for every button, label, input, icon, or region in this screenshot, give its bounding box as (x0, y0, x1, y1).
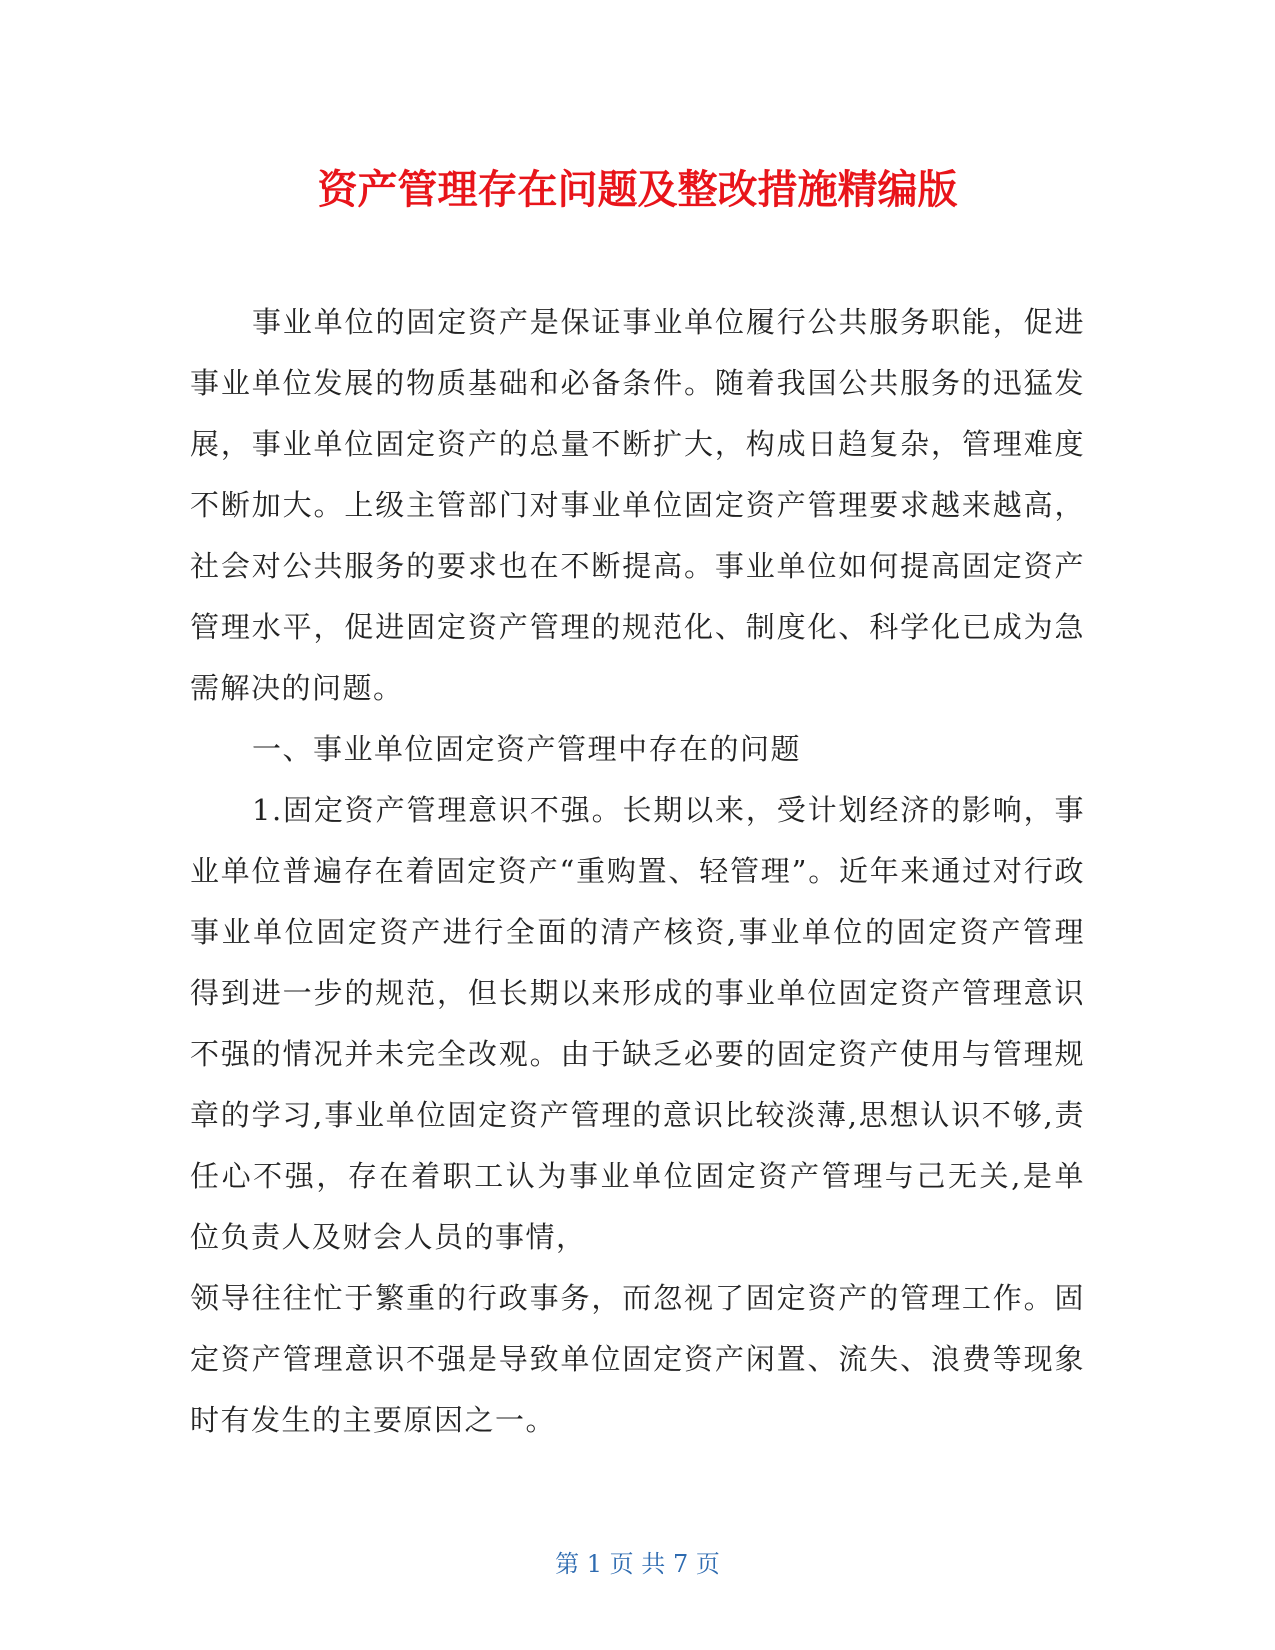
document-body (190, 292, 1085, 1451)
document-title: 资产管理存在问题及整改措施精编版 (317, 167, 958, 213)
paragraph-point-1: 1.固定资产管理意识不强。长期以来，受计划经济的影响，事业单位普遍存在着固定资产“重购置、轻管理”。近年来通过对行政事业单位固定资产进行全面的清产核资,事业单位的固定资产管理得到进一步的规范，但长期以来形成的事业单位固定资产管理意识不强的情况并未完全改观。由于缺乏必要的固定资产使用与管理规章的学习,事业单位固定资产管理的意识比较淡薄,思想认识不够,责任心不强，存在着职工认为事业单位固定资产管理与己无关,是单位负责人及财会人员的事情， (190, 793, 1085, 1254)
page-number-footer: 第 1 页 共 7 页 (555, 1550, 720, 1578)
paragraph-intro: 事业单位的固定资产是保证事业单位履行公共服务职能，促进事业单位发展的物质基础和必备条件。随着我国公共服务的迅猛发展，事业单位固定资产的总量不断扩大，构成日趋复杂，管理难度不断加大。上级主管部门对事业单位固定资产管理要求越来越高，社会对公共服务的要求也在不断提高。事业单位如何提高固定资产管理水平，促进固定资产管理的规范化、制度化、科学化已成为急需解决的问题。 (190, 305, 1085, 705)
section-heading-problems: 一、事业单位固定资产管理中存在的问题 (252, 732, 802, 766)
paragraph-point-1-continued: 领导往往忙于繁重的行政事务，而忽视了固定资产的管理工作。固定资产管理意识不强是导致单位固定资产闲置、流失、浪费等现象时有发生的主要原因之一。 (190, 1281, 1085, 1437)
